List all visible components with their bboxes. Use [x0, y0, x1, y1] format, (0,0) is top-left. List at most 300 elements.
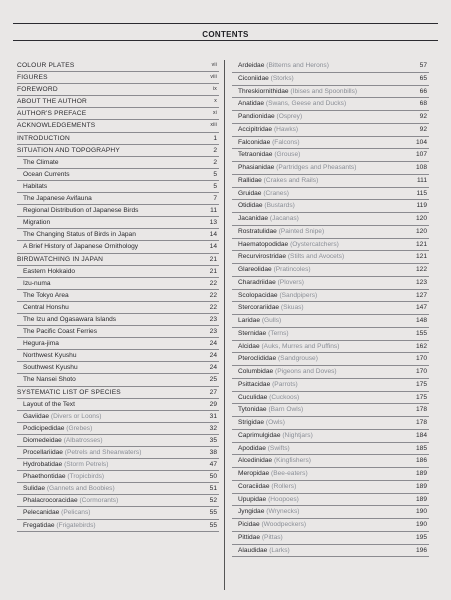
toc-entry [17, 350, 219, 362]
toc-entry-label [238, 111, 302, 123]
toc-entry-page-number: 68 [419, 100, 427, 108]
toc-entry-common-name: (Partridges and Pheasants) [276, 164, 357, 171]
toc-entry-page-number: 21 [209, 267, 217, 275]
toc-entry-label [238, 392, 299, 404]
toc-entry [17, 374, 219, 386]
toc-entry [17, 205, 219, 217]
toc-entry-common-name: (Pratincoles) [273, 266, 311, 273]
toc-entry-common-name: (Plovers) [277, 278, 304, 286]
toc-entry-title: ACKNOWLEDGEMENTS [17, 122, 96, 130]
toc-entry-label [23, 350, 77, 361]
toc-entry-page-number: 24 [209, 364, 217, 372]
toc-entry [17, 338, 219, 350]
toc-entry-page-number: 66 [419, 87, 427, 95]
toc-entry-title: SYSTEMATIC LIST OF SPECIES [17, 388, 121, 396]
toc-entry-page-number: 14 [209, 243, 217, 251]
toc-entry-page-number: 196 [415, 546, 427, 554]
toc-entry [232, 137, 429, 150]
toc-entry-label [238, 468, 308, 480]
toc-entry-page-number: 50 [209, 473, 217, 481]
toc-entry-label [238, 137, 300, 149]
toc-entry-label [17, 72, 48, 83]
toc-entry [17, 411, 219, 423]
title-bar [13, 24, 438, 40]
toc-entry [17, 157, 219, 169]
page-title: CONTENTS [202, 30, 249, 39]
toc-entry-common-name: (Sandpipers) [279, 291, 318, 299]
toc-entry-page-number: 35 [209, 436, 217, 444]
toc-entry-label [23, 507, 90, 518]
toc-entry-title: Gaviidae [23, 412, 50, 420]
toc-entry-title: Layout of the Text [23, 400, 75, 408]
toc-entry-page-number: 189 [415, 495, 427, 503]
toc-entry-common-name: (Skuas) [280, 304, 304, 312]
toc-entry-common-name: (Osprey) [276, 113, 303, 120]
toc-entry-title: Rallidae [238, 176, 262, 184]
toc-entry-title: Otididae [238, 202, 263, 210]
toc-entry-label [238, 545, 290, 557]
toc-entry-label [238, 417, 285, 429]
toc-entry-page-number: 178 [415, 406, 427, 414]
toc-entry-page-number: xi [212, 110, 217, 117]
toc-entry-common-name: (Owls) [265, 419, 285, 426]
toc-entry-label [238, 251, 344, 263]
toc-entry [17, 459, 219, 471]
toc-entry-title: Ciconiidae [238, 74, 269, 82]
toc-entry-page-number: x [214, 98, 217, 105]
toc-entry-common-name: (Jacanas) [269, 215, 299, 222]
title-underline-rule [13, 40, 438, 41]
toc-entry [232, 111, 429, 124]
toc-entry-page-number: 121 [415, 240, 427, 248]
toc-entry-label [23, 447, 141, 458]
toc-entry-label [23, 423, 92, 434]
toc-entry-page-number: 178 [415, 419, 427, 426]
toc-entry [17, 217, 219, 229]
toc-entry-common-name: (Petrels and Shearwaters) [64, 449, 142, 456]
toc-entry [17, 229, 219, 241]
toc-entry-title: Strigidae [238, 419, 265, 426]
toc-entry-page-number: 123 [415, 278, 427, 286]
toc-entry [232, 494, 429, 507]
toc-entry-title: Accipitridae [238, 125, 273, 133]
toc-entry-title: FOREWORD [17, 86, 58, 94]
toc-entry-title: Eastern Hokkaido [23, 267, 76, 275]
toc-entry-label [238, 353, 318, 365]
toc-entry-page-number: 22 [209, 279, 217, 287]
toc-entry-title: Stercorariidae [238, 304, 280, 312]
toc-entry-title: Pittidae [238, 533, 260, 541]
toc-entry-page-number: 52 [209, 497, 217, 505]
toc-entry-page-number: 25 [209, 376, 217, 384]
toc-entry-title: Phasianidae [238, 164, 275, 171]
toc-entry-label [23, 205, 138, 216]
toc-entry-title: Central Honshu [23, 303, 69, 311]
toc-entry-label [17, 96, 87, 107]
toc-entry-label [23, 374, 76, 385]
toc-entry [232, 366, 429, 379]
toc-entry-title: Sulidae [23, 485, 45, 493]
toc-entry [232, 213, 429, 226]
toc-entry [17, 145, 219, 157]
toc-entry-page-number: 195 [415, 533, 427, 541]
toc-entry-page-number: 13 [209, 219, 217, 227]
toc-entry-page-number: 51 [209, 485, 217, 493]
toc-entry-page-number: 111 [416, 176, 427, 184]
toc-entry-title: Ocean Currents [23, 170, 70, 178]
toc-entry-common-name: (Cranes) [263, 189, 289, 197]
toc-entry-common-name: (Grebes) [66, 424, 93, 432]
toc-entry [232, 341, 429, 354]
toc-entry-common-name: (Oystercatchers) [290, 240, 339, 248]
toc-entry-common-name: (Falcons) [272, 138, 300, 146]
toc-entry-label [238, 149, 300, 161]
toc-entry-title: Pteroclididae [238, 355, 277, 363]
toc-entry [17, 108, 219, 120]
toc-entry-page-number: 115 [416, 189, 427, 197]
toc-entry-title: Sternidae [238, 329, 267, 337]
toc-entry-common-name: (Gannets and Boobies) [46, 485, 115, 493]
toc-entry-page-number: 47 [209, 461, 217, 469]
toc-entry-title: Threskiornithidae [238, 87, 289, 95]
toc-entry-title: Phaethontidae [23, 473, 66, 481]
toc-entry [17, 133, 219, 145]
toc-entry [232, 264, 429, 277]
toc-entry-title: The Climate [23, 158, 59, 166]
toc-entry-label [17, 254, 103, 265]
toc-entry [17, 181, 219, 193]
toc-entry-label [238, 98, 346, 110]
toc-entry-label [17, 133, 70, 144]
toc-entry-label [23, 411, 101, 422]
toc-entry [232, 328, 429, 341]
toc-entry-page-number: 5 [213, 182, 217, 190]
toc-entry [232, 226, 429, 239]
toc-entry-page-number: 92 [419, 125, 427, 133]
toc-entry-common-name: (Cuckoos) [269, 393, 300, 401]
toc-entry-label [238, 519, 306, 531]
toc-entry-label [23, 338, 59, 349]
toc-entry [17, 399, 219, 411]
toc-entry [232, 290, 429, 303]
toc-entry [232, 86, 429, 99]
toc-entry-common-name: (Pelicans) [61, 509, 91, 517]
toc-entry-label [23, 193, 92, 204]
toc-entry-page-number: 38 [209, 449, 217, 456]
toc-entry-page-number: 14 [209, 231, 217, 239]
toc-entry-label [238, 455, 311, 467]
toc-entry-label [23, 157, 59, 168]
toc-entry-label [23, 326, 97, 337]
toc-entry-label [238, 188, 289, 200]
toc-entry [232, 353, 429, 366]
toc-entry-label [23, 435, 103, 446]
toc-entry-common-name: (Frigatebirds) [56, 521, 96, 529]
toc-entry-title: Recurvirostridae [238, 253, 287, 261]
toc-entry-page-number: 11 [210, 207, 217, 215]
toc-entry-label [238, 200, 295, 212]
toc-entry [232, 532, 429, 545]
toc-entry [17, 302, 219, 314]
toc-entry-label [23, 241, 138, 252]
toc-entry-label [238, 404, 303, 416]
toc-entry-page-number: vii [211, 62, 217, 68]
toc-entry-common-name: (Auks, Murres and Puffins) [261, 342, 340, 350]
column-divider [224, 60, 225, 590]
toc-entry-label [23, 302, 69, 313]
toc-entry [232, 73, 429, 86]
toc-entry-page-number: 23 [209, 315, 217, 323]
toc-entry-label [23, 399, 75, 410]
toc-entry [17, 362, 219, 374]
toc-entry-page-number: 121 [415, 253, 427, 261]
toc-entry-page-number: 185 [415, 444, 427, 452]
toc-entry-label [238, 494, 299, 506]
toc-entry-page-number: 1 [213, 134, 217, 142]
toc-entry-label [238, 73, 294, 85]
toc-entry [232, 200, 429, 213]
toc-entry [17, 120, 219, 132]
toc-entry-title: Fregatidae [23, 521, 55, 529]
toc-entry [17, 495, 219, 507]
toc-entry-title: Meropidae [238, 470, 270, 477]
toc-entry-label [17, 387, 121, 398]
toc-entry-page-number: ix [212, 86, 217, 93]
toc-entry-page-number: 92 [419, 113, 427, 120]
toc-entry-page-number: 29 [209, 400, 217, 408]
toc-entry-page-number: 175 [415, 393, 427, 401]
toc-entry-page-number: 31 [209, 412, 217, 420]
toc-entry-label [23, 217, 50, 228]
toc-entry-common-name: (Hoopoes) [268, 495, 299, 503]
toc-entry-common-name: (Bee-eaters) [271, 470, 308, 477]
toc-entry-title: Laridae [238, 317, 260, 324]
toc-entry-title: FIGURES [17, 74, 48, 82]
toc-entry-title: Picidae [238, 521, 260, 528]
toc-entry-title: COLOUR PLATES [17, 62, 75, 69]
toc-entry-page-number: xiii [210, 122, 217, 129]
toc-entry-title: Falconidae [238, 138, 271, 146]
toc-entry-page-number: 186 [415, 457, 427, 465]
toc-entry-common-name: (Storks) [270, 74, 294, 82]
toc-entry [17, 520, 219, 532]
toc-entry-page-number: 104 [415, 138, 427, 146]
toc-entry-title: Podicipedidae [23, 424, 65, 432]
toc-entry [17, 241, 219, 253]
toc-entry [232, 251, 429, 264]
toc-entry [232, 277, 429, 290]
toc-entry-page-number: 184 [415, 431, 427, 439]
toc-entry-common-name: (Woodpeckers) [261, 521, 307, 528]
toc-entry-title: Gruidae [238, 189, 262, 197]
toc-entry-common-name: (Swifts) [267, 444, 290, 452]
toc-entry [17, 290, 219, 302]
toc-entry [17, 278, 219, 290]
toc-entry [17, 266, 219, 278]
toc-entry-title: SITUATION AND TOPOGRAPHY [17, 146, 120, 154]
toc-entry [17, 435, 219, 447]
toc-entry-title: Coraciidae [238, 482, 270, 490]
toc-entry-title: Phalacrocoracidae [23, 497, 78, 505]
toc-entry-common-name: (Albatrosses) [63, 436, 103, 444]
toc-entry-page-number: 127 [415, 291, 427, 299]
toc-entry-label [238, 315, 281, 327]
toc-entry-title: Regional Distribution of Japanese Birds [23, 207, 139, 215]
toc-entry-common-name: (Larks) [269, 546, 290, 554]
toc-entry-label [23, 495, 118, 506]
toc-entry-title: AUTHOR'S PREFACE [17, 110, 87, 118]
toc-entry-page-number: 23 [209, 328, 217, 336]
toc-entry-title: Caprimulgidae [238, 431, 281, 439]
toc-entry-title: Migration [23, 219, 51, 227]
toc-entry-title: Tetraonidae [238, 151, 273, 159]
toc-entry [232, 188, 429, 201]
toc-entry-page-number: 5 [213, 170, 217, 178]
toc-entry-label [238, 443, 290, 455]
toc-entry-label [238, 175, 318, 187]
toc-entry [17, 507, 219, 519]
toc-entry [232, 60, 429, 73]
toc-entry [232, 468, 429, 481]
toc-entry-page-number: 120 [415, 215, 427, 222]
toc-entry-title: Alcedinidae [238, 457, 273, 465]
toc-entry-title: Pandionidae [238, 113, 275, 120]
toc-entry [17, 314, 219, 326]
toc-entry [232, 315, 429, 328]
toc-entry-title: Psittacidae [238, 380, 271, 388]
toc-entry-page-number: 32 [209, 424, 217, 432]
toc-entry-common-name: (Parrots) [272, 380, 298, 388]
toc-entry-common-name: (Ibises and Spoonbills) [290, 87, 358, 95]
toc-entry-page-number: 120 [415, 227, 427, 235]
toc-entry-label [23, 520, 96, 531]
toc-entry [232, 430, 429, 443]
toc-entry [232, 519, 429, 532]
toc-entry-common-name: (Hawks) [273, 125, 299, 133]
toc-entry-label [23, 471, 104, 482]
toc-entry [232, 455, 429, 468]
toc-entry-common-name: (Kingfishers) [273, 457, 311, 465]
toc-entry-label [238, 341, 339, 353]
toc-entry-title: Haematopodidae [238, 240, 289, 248]
toc-entry [232, 98, 429, 111]
toc-entry [17, 254, 219, 266]
toc-entry-label [17, 60, 74, 71]
toc-entry-page-number: 107 [415, 151, 427, 159]
toc-entry-title: Scolopacidae [238, 291, 278, 299]
toc-entry [17, 387, 219, 399]
toc-entry-label [23, 290, 69, 301]
toc-entry-label [238, 124, 298, 136]
toc-entry-page-number: 21 [209, 255, 217, 263]
toc-entry [232, 545, 429, 558]
toc-entry-label [23, 181, 47, 192]
toc-entry-label [238, 379, 298, 391]
toc-entry-page-number: 189 [415, 470, 427, 477]
toc-entry-common-name: (Bustards) [264, 202, 295, 210]
toc-entry [17, 326, 219, 338]
toc-entry-label [23, 169, 70, 180]
toc-entry-label [238, 264, 311, 276]
toc-entry-common-name: (Rollers) [271, 482, 297, 490]
toc-entry-page-number: 22 [209, 291, 217, 299]
toc-entry-common-name: (Sandgrouse) [277, 355, 318, 363]
toc-entry-page-number: 190 [415, 508, 427, 516]
toc-entry-label [238, 506, 299, 518]
toc-entry-common-name: (Swans, Geese and Ducks) [265, 100, 347, 108]
toc-entry-common-name: (Terns) [268, 329, 289, 337]
toc-entry-title: Hegura-jima [23, 340, 59, 348]
toc-entry [232, 239, 429, 252]
toc-entry-common-name: (Wrynecks) [266, 508, 300, 516]
toc-entry-title: ABOUT THE AUTHOR [17, 98, 88, 106]
toc-entry-common-name: (Stilts and Avocets) [287, 253, 345, 261]
toc-entry-title: Alcidae [238, 342, 260, 350]
toc-entry-title: Tytonidae [238, 406, 267, 414]
toc-entry-label [238, 226, 324, 238]
toc-entry-title: Izu-numa [23, 279, 51, 287]
toc-entry-page-number: 170 [415, 368, 427, 375]
toc-entry-label [238, 277, 304, 289]
toc-entry-page-number: 24 [209, 352, 217, 360]
toc-entry-label [238, 302, 304, 314]
toc-entry-page-number: 122 [415, 266, 427, 273]
toc-entry-common-name: (Tropicbirds) [67, 473, 105, 481]
toc-entry-title: The Tokyo Area [23, 291, 69, 299]
toc-entry-label [238, 60, 329, 72]
toc-entry [17, 447, 219, 459]
toc-entry-common-name: (Pigeons and Doves) [275, 368, 337, 375]
toc-entry-page-number: viii [210, 74, 217, 81]
toc-entry-common-name: (Painted Snipe) [278, 227, 325, 235]
toc-entry-title: Jyngidae [238, 508, 265, 516]
toc-entry-title: Pelecanidae [23, 509, 60, 517]
toc-entry [232, 506, 429, 519]
toc-entry-title: A Brief History of Japanese Ornithology [23, 243, 139, 251]
toc-entry [232, 175, 429, 188]
toc-entry-common-name: (Storm Petrels) [64, 461, 109, 469]
toc-entry-page-number: 57 [419, 62, 427, 69]
toc-entry [17, 169, 219, 181]
toc-entry-title: Diomedeidae [23, 436, 62, 444]
toc-entry-title: The Changing Status of Birds in Japan [23, 231, 136, 239]
toc-entry-page-number: 155 [415, 329, 427, 337]
toc-entry-page-number: 175 [415, 380, 427, 388]
toc-entry [232, 149, 429, 162]
right-toc-column [232, 60, 429, 557]
toc-entry-title: Anatidae [238, 100, 265, 108]
toc-entry-label [238, 532, 283, 544]
toc-entry-page-number: 170 [415, 355, 427, 363]
toc-entry [232, 162, 429, 175]
toc-entry-title: Northwest Kyushu [23, 352, 77, 360]
toc-entry [232, 302, 429, 315]
toc-entry-page-number: 190 [415, 521, 427, 528]
toc-entry-page-number: 148 [415, 317, 427, 324]
toc-entry-label [238, 328, 289, 340]
toc-entry-page-number: 2 [213, 146, 217, 154]
toc-entry-page-number: 22 [209, 303, 217, 311]
toc-entry-label [238, 213, 299, 225]
toc-entry-page-number: 189 [415, 482, 427, 490]
left-toc-column [17, 60, 219, 532]
toc-entry [232, 392, 429, 405]
toc-entry-label [23, 362, 78, 373]
toc-entry-label [238, 290, 317, 302]
toc-entry-title: Glareolidae [238, 266, 272, 273]
toc-entry-common-name: (Bitterns and Herons) [266, 62, 329, 69]
toc-entry-common-name: (Gulls) [261, 317, 282, 324]
